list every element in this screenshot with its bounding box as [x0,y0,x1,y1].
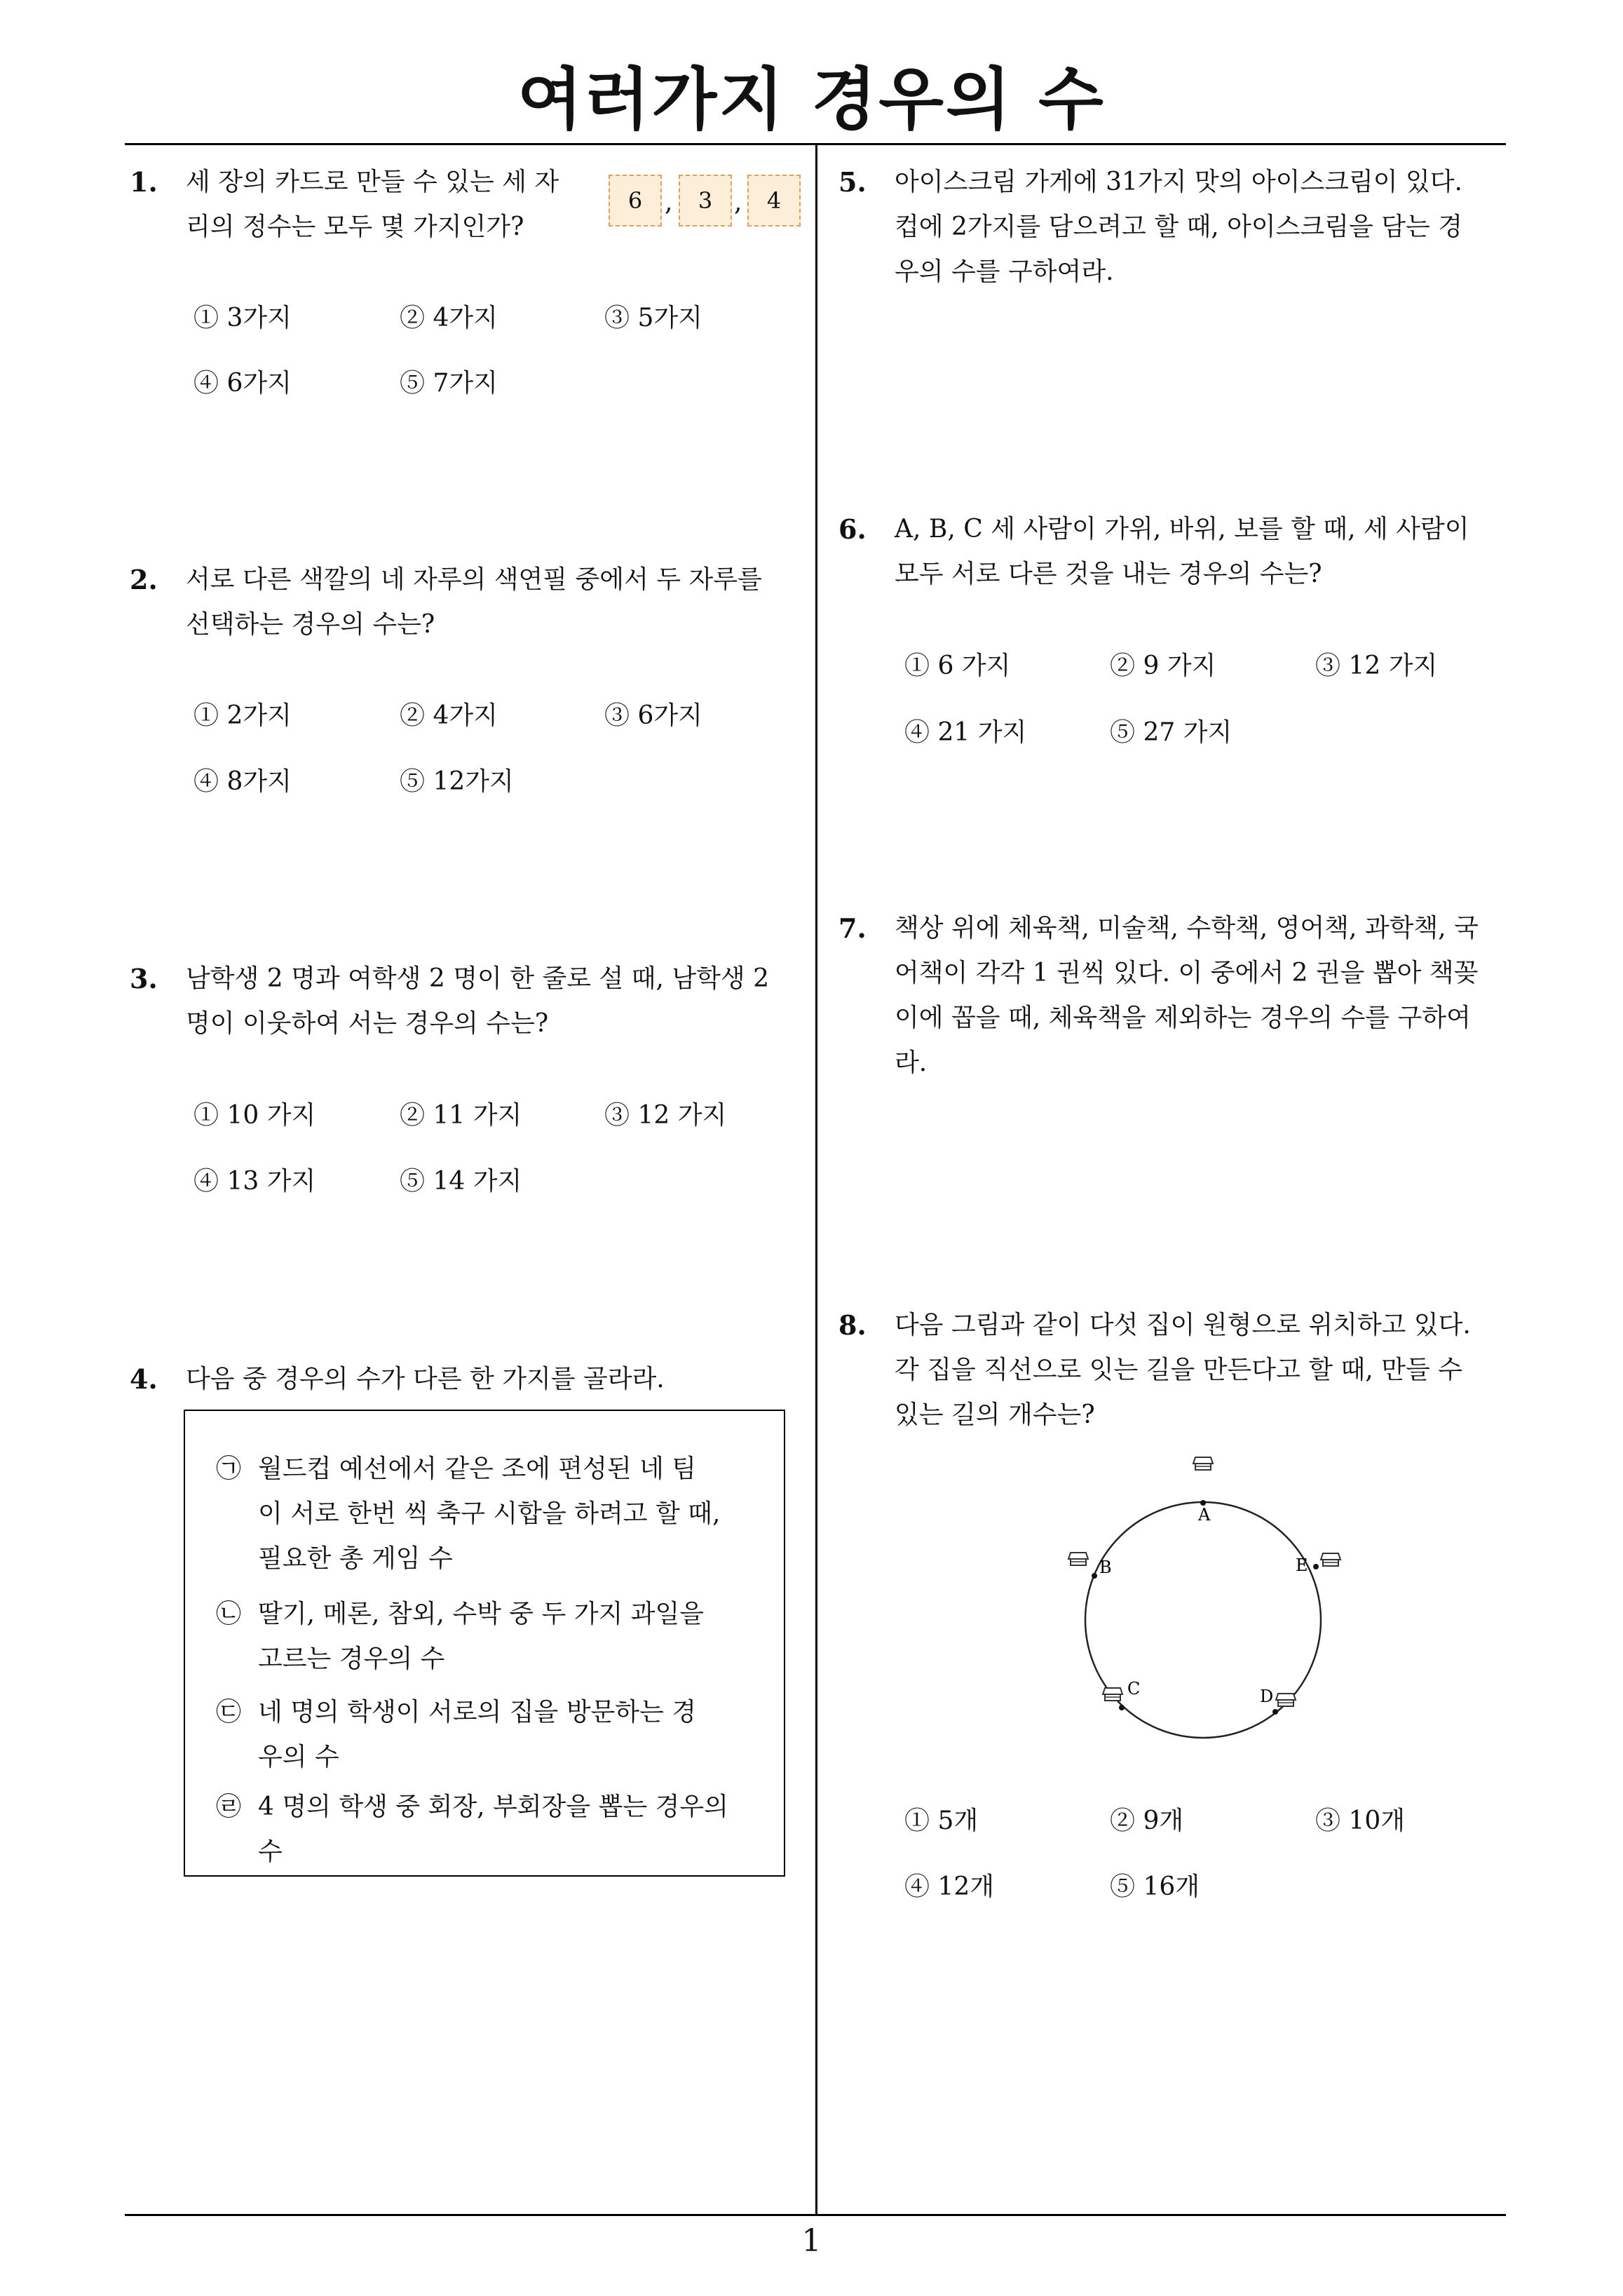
box-item-text [258,1447,720,1581]
question-number: 1. [130,166,158,198]
question-number: 3. [130,963,158,994]
answer-choice-3[interactable]: ③ 10개 [1315,1807,1406,1835]
question-text [186,957,769,1046]
point-label: B [1099,1558,1112,1577]
point-c [1103,1679,1140,1710]
box-item-line: 월드컵 예선에서 같은 조에 편성된 네 팀 [258,1454,697,1483]
question-number: 2. [130,564,158,595]
question-4 [130,1357,803,1402]
point-e [1296,1553,1340,1575]
answer-choice-4[interactable]: ④ 6가지 [193,369,292,398]
question-line: 있는 길의 개수는? [895,1400,1095,1429]
houses-circle-diagram [1052,1445,1367,1739]
box-item-text [258,1690,696,1780]
box-item-line: 이 서로 한번 씩 축구 시합을 하려고 할 때, [258,1499,721,1528]
question-7 [838,906,1512,1088]
question-line: 서로 다른 색깔의 네 자루의 색연필 중에서 두 자루를 [186,565,762,594]
box-item-line: 고르는 경우의 수 [258,1645,445,1673]
question-line: 다음 그림과 같이 다섯 집이 원형으로 위치하고 있다. [895,1311,1471,1339]
column-divider [815,144,817,2216]
question-number: 4. [130,1363,158,1395]
answer-choice-5[interactable]: ⑤ 27 가지 [1110,718,1232,747]
question-number: 6. [838,513,867,545]
answer-choice-2[interactable]: ② 9 가지 [1110,651,1216,680]
question-number: 7. [838,912,867,944]
answer-choice-5[interactable]: ⑤ 12가지 [400,767,514,796]
number-card: 4 [747,175,801,227]
question-3 [130,957,803,1048]
answer-choice-4[interactable]: ④ 21 가지 [904,718,1027,747]
answer-choice-1[interactable]: ① 10 가지 [193,1101,316,1130]
point-b [1068,1553,1112,1579]
answer-choice-2[interactable]: ② 4가지 [400,304,498,332]
question-text [186,558,762,647]
point-a [1193,1457,1213,1525]
answer-choice-5[interactable]: ⑤ 16개 [1110,1872,1200,1901]
question-line: 남학생 2 명과 여학생 2 명이 한 줄로 설 때, 남학생 2 [186,964,770,993]
question-line: 책상 위에 체육책, 미술책, 수학책, 영어책, 과학책, 국 [895,914,1479,943]
question-text [895,160,1462,295]
question-line: 리의 정수는 모두 몇 가지인가? [186,212,524,241]
question-line: 이에 꼽을 때, 체육책을 제외하는 경우의 수를 구하여 [895,1004,1471,1032]
answer-choice-2[interactable]: ② 4가지 [400,701,498,730]
question-text [186,160,559,250]
question-line: 모두 서로 다른 것을 내는 경우의 수는? [895,560,1322,588]
answer-choice-3[interactable]: ③ 5가지 [604,304,702,332]
number-card: 3 [679,175,732,227]
answer-choice-5[interactable]: ⑤ 7가지 [400,369,498,398]
question-number: 8. [838,1309,867,1341]
number-card: 6 [609,175,662,227]
house-icon [1276,1694,1296,1706]
point-label: C [1127,1679,1141,1699]
house-icon [1193,1457,1213,1470]
answer-choice-1[interactable]: ① 2가지 [193,701,292,730]
question-5 [838,160,1512,300]
house-icon [1068,1553,1088,1565]
box-item-line: 네 명의 학생이 서로의 집을 방문하는 경 [258,1698,697,1727]
box-item-marker: ㉠ [216,1454,242,1483]
point-label: E [1296,1555,1308,1575]
question-line: 라. [895,1048,928,1077]
question-line: 우의 수를 구하여라. [895,257,1114,286]
box-item-line: 4 명의 학생 중 회장, 부회장을 뽑는 경우의 [258,1792,728,1821]
question-line: 명이 이웃하여 서는 경우의 수는? [186,1009,549,1038]
card-separator: , [665,188,673,217]
question-line: 선택하는 경우의 수는? [186,610,435,639]
answer-choice-4[interactable]: ④ 13 가지 [193,1167,316,1196]
question-line: 컵에 2가지를 담으려고 할 때, 아이스크림을 담는 경 [895,212,1462,241]
box-item-text [258,1785,728,1875]
question-line: 어책이 각각 1 권씩 있다. 이 중에서 2 권을 뽑아 책꽂 [895,959,1479,987]
box-item-line: 딸기, 메론, 참외, 수박 중 두 가지 과일을 [258,1600,705,1628]
answer-choice-4[interactable]: ④ 12개 [904,1872,995,1901]
point-label: D [1260,1687,1274,1706]
answer-choice-5[interactable]: ⑤ 14 가지 [400,1167,522,1196]
question-text [186,1357,665,1402]
answer-choice-1[interactable]: ① 3가지 [193,304,292,332]
footer-rule [125,2214,1506,2216]
answer-choice-2[interactable]: ② 9개 [1110,1807,1184,1835]
box-item-line: 필요한 총 게임 수 [258,1544,453,1573]
question-line: 다음 중 경우의 수가 다른 한 가지를 골라라. [186,1365,665,1393]
card-separator: , [734,188,742,217]
box-item-marker: ㉢ [216,1698,242,1727]
house-icon [1103,1688,1122,1701]
answer-choice-3[interactable]: ③ 6가지 [604,701,702,730]
question-text [895,1303,1471,1438]
question-text [895,906,1479,1086]
page-number: 1 [801,2223,822,2259]
question-2 [130,558,803,649]
question-number: 5. [838,166,867,198]
box-item-marker: ㉣ [216,1792,242,1821]
page-title: 여러가지 경우의 수 [517,60,1106,139]
box-item-marker: ㉡ [216,1600,242,1628]
answer-choice-3[interactable]: ③ 12 가지 [604,1101,727,1130]
house-icon [1321,1553,1340,1566]
answer-choice-3[interactable]: ③ 12 가지 [1315,651,1438,680]
question-line: 세 장의 카드로 만들 수 있는 세 자 [186,168,559,196]
answer-choice-2[interactable]: ② 11 가지 [400,1101,522,1130]
answer-choice-4[interactable]: ④ 8가지 [193,767,292,796]
question-6 [838,507,1512,598]
box-item-line: 수 [258,1837,283,1866]
answer-choice-1[interactable]: ① 6 가지 [904,651,1011,680]
box-item-line: 우의 수 [258,1743,339,1771]
answer-choice-1[interactable]: ① 5개 [904,1807,979,1835]
question-line: A, B, C 세 사람이 가위, 바위, 보를 할 때, 세 사람이 [895,515,1469,543]
question-8 [838,1303,1512,1443]
question-text [895,507,1469,597]
question-line: 아이스크림 가게에 31가지 맛의 아이스크림이 있다. [895,168,1462,196]
point-label: A [1198,1505,1211,1525]
question-line: 각 집을 직선으로 잇는 길을 만든다고 할 때, 만들 수 [895,1356,1462,1384]
box-item-text [258,1592,704,1682]
